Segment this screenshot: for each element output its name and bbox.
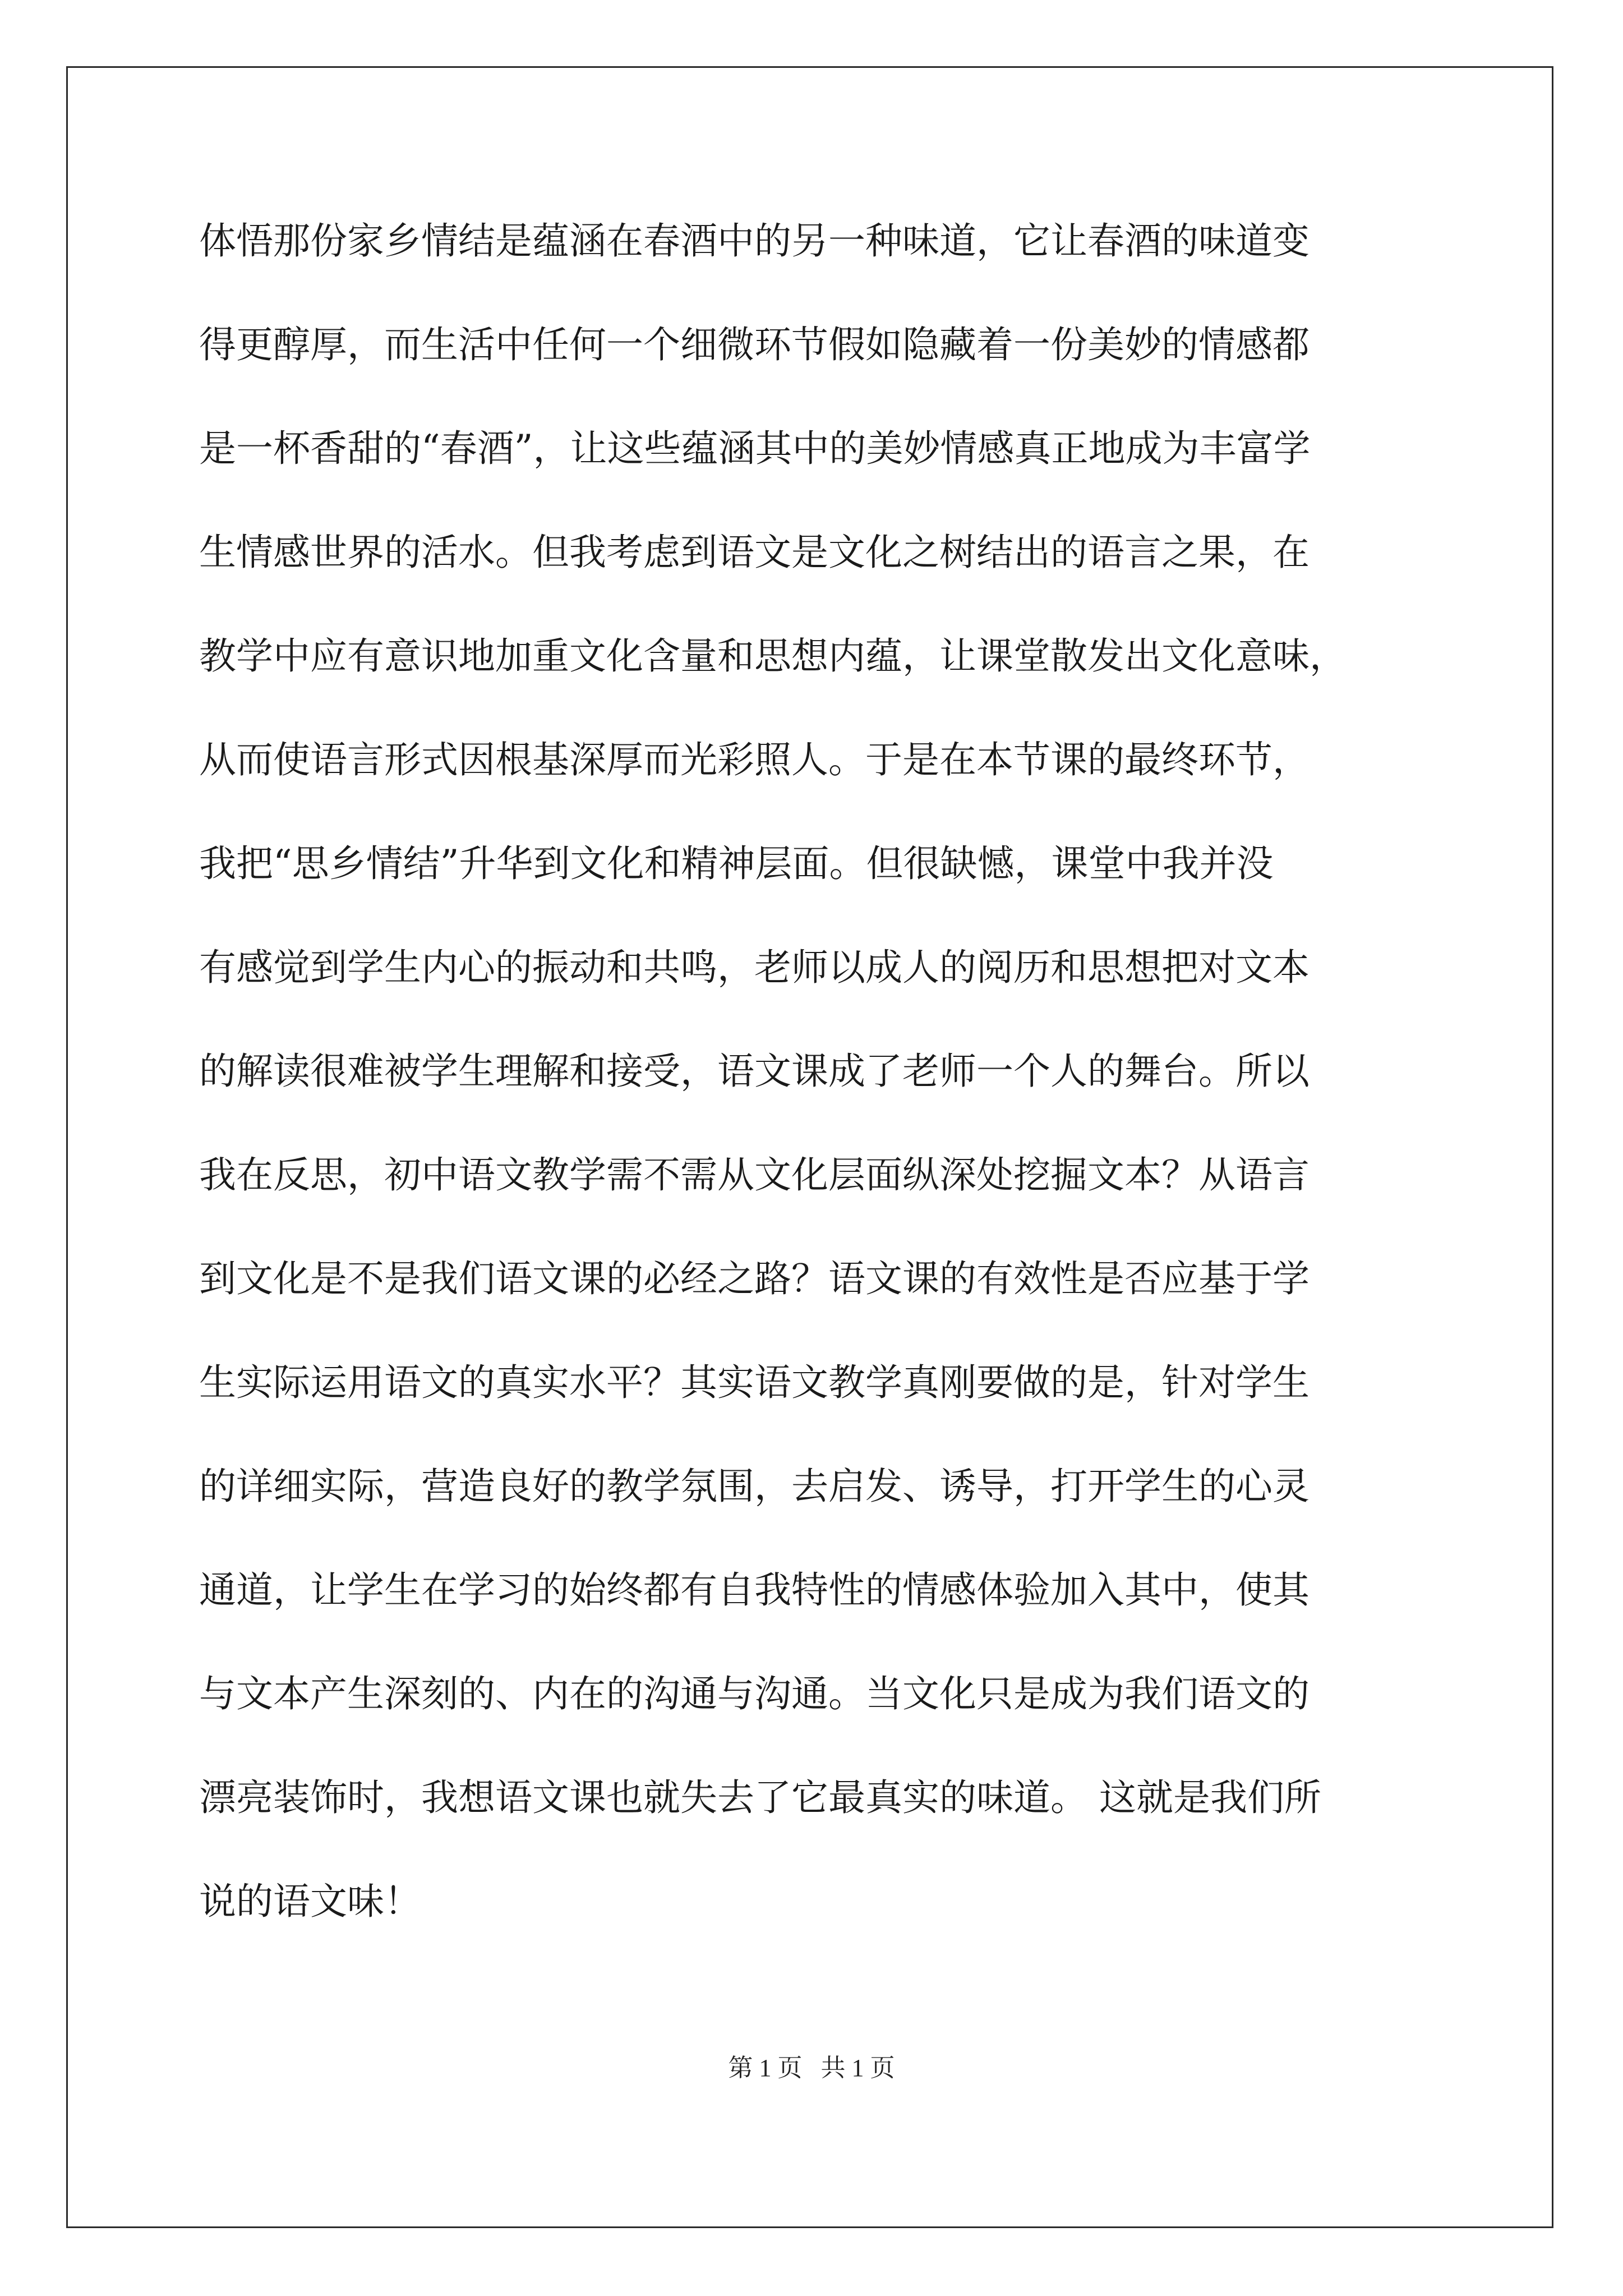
text-line: 通道，让学生在学习的始终都有自我特性的情感体验加入其中，使其 xyxy=(199,1568,1310,1612)
text-line: 说的语文味！ xyxy=(199,1880,421,1923)
text-line: 体悟那份家乡情结是蕴涵在春酒中的另一种味道，它让春酒的味道变 xyxy=(199,219,1310,263)
text-line: 生实际运用语文的真实水平？其实语文教学真刚要做的是，针对学生 xyxy=(199,1361,1310,1404)
text-line: 生情感世界的活水。但我考虑到语文是文化之树结出的语言之果，在 xyxy=(199,531,1310,574)
text-line: 漂亮装饰时，我想语文课也就失去了它最真实的味道。 这就是我们所 xyxy=(199,1776,1321,1819)
text-line: 与文本产生深刻的、内在的沟通与沟通。当文化只是成为我们语文的 xyxy=(199,1672,1310,1715)
text-line: 我把“思乡情结”升华到文化和精神层面。但很缺憾，课堂中我并没 xyxy=(199,842,1274,885)
text-line: 是一杯香甜的“春酒”，让这些蕴涵其中的美妙情感真正地成为丰富学 xyxy=(199,427,1311,470)
text-line: 的详细实际，营造良好的教学氛围，去启发、诱导，打开学生的心灵 xyxy=(199,1465,1310,1508)
text-line: 有感觉到学生内心的振动和共鸣，老师以成人的阅历和思想把对文本 xyxy=(199,946,1310,989)
text-line: 的解读很难被学生理解和接受，语文课成了老师一个人的舞台。所以 xyxy=(199,1050,1310,1093)
text-line: 得更醇厚，而生活中任何一个细微环节假如隐藏着一份美妙的情感都 xyxy=(199,323,1310,366)
text-line: 我在反思，初中语文教学需不需从文化层面纵深处挖掘文本？从语言 xyxy=(199,1153,1310,1197)
text-line: 教学中应有意识地加重文化含量和思想内蕴，让课堂散发出文化意味， xyxy=(199,634,1347,678)
body-text xyxy=(199,208,1433,1972)
text-line: 到文化是不是我们语文课的必经之路？语文课的有效性是否应基于学 xyxy=(199,1257,1310,1300)
text-line: 从而使语言形式因根基深厚而光彩照人。于是在本节课的最终环节， xyxy=(199,738,1310,781)
page-number: 第 1 页 共 1 页 xyxy=(728,2054,895,2082)
